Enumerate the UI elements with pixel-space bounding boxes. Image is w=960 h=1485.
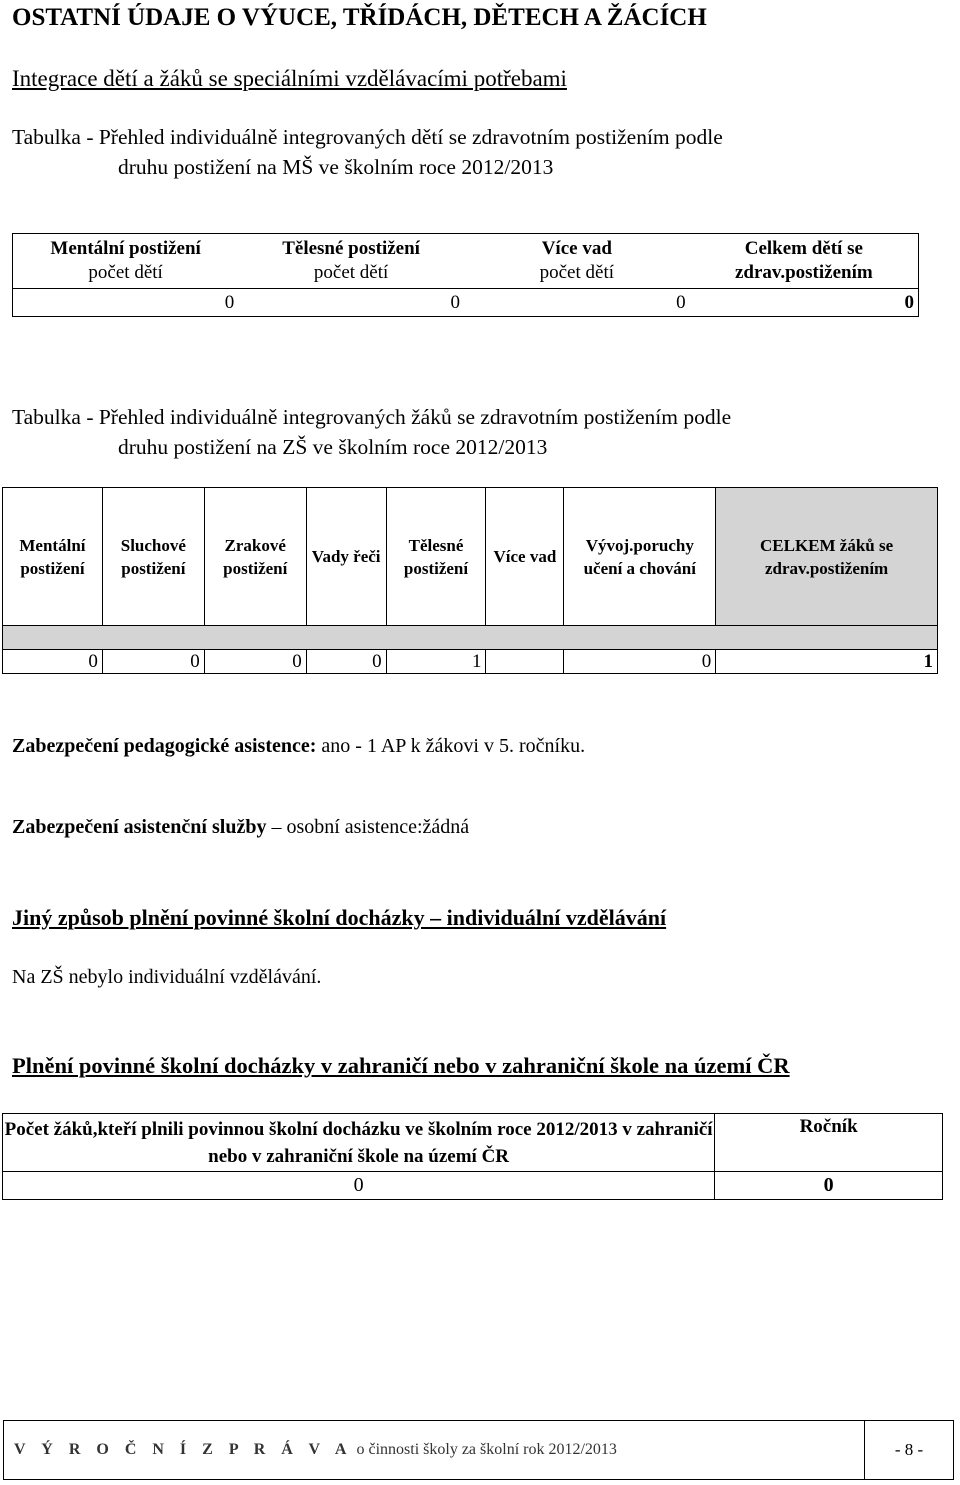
table-cell: 0 — [204, 650, 306, 674]
integration-subheading: Integrace dětí a žáků se speciálními vzdělávacími potřebami — [12, 66, 567, 91]
table-header-cell: Více vad počet dětí — [464, 234, 690, 289]
table-header-cell: Celkem dětí se zdrav.postižením — [690, 234, 919, 289]
footer-title-rest: o činnosti školy za školní rok 2012/2013 — [356, 1441, 617, 1458]
individual-education-text: Na ZŠ nebylo individuální vzdělávání. — [12, 966, 322, 988]
table-spacer-cell — [3, 626, 938, 650]
table-cell: 1 — [716, 650, 938, 674]
table-cell: 0 — [102, 650, 204, 674]
individual-education-heading: Jiný způsob plnění povinné školní docházky – individuální vzdělávání — [12, 905, 667, 930]
table-header-cell: Počet žáků,kteří plnili povinnou školní docházku ve školním roce 2012/2013 v zahraničí nebo v zahraniční škole na území ČR — [3, 1114, 715, 1172]
page-footer — [3, 1420, 954, 1480]
table-cell: 0 — [464, 289, 690, 317]
kindergarten-table — [12, 233, 919, 317]
assistance-service — [12, 816, 469, 839]
table-cell: 0 — [690, 289, 919, 317]
table-header-row — [3, 488, 938, 626]
table1-caption-line1: Tabulka - Přehled individuálně integrovaných dětí se zdravotním postižením podle — [12, 125, 723, 149]
table-spacer-row — [3, 626, 938, 650]
pedagogical-assistance-value: ano - 1 AP k žákovi v 5. ročníku. — [321, 735, 586, 757]
table2-caption-line2: druhu postižení na ZŠ ve školním roce 2012/2013 — [118, 435, 548, 459]
table-row — [3, 1172, 943, 1200]
table-header-cell: Mentální postižení — [3, 488, 103, 626]
table-header-cell: Více vad — [486, 488, 564, 626]
table-cell — [486, 650, 564, 674]
table1-caption — [12, 122, 723, 182]
table2-caption — [12, 402, 731, 462]
table-cell: 0 — [13, 289, 239, 317]
table-cell: 0 — [564, 650, 716, 674]
table-header-cell: Ročník — [715, 1114, 943, 1172]
table-header-row — [13, 234, 919, 289]
table-cell: 0 — [3, 650, 103, 674]
table-cell: 0 — [715, 1172, 943, 1200]
table-header-cell: Vývoj.poruchy učení a chování — [564, 488, 716, 626]
table-header-cell: Zrakové postižení — [204, 488, 306, 626]
table2-caption-line1: Tabulka - Přehled individuálně integrovaných žáků se zdravotním postižením podle — [12, 405, 732, 429]
table-cell: 1 — [386, 650, 486, 674]
table-header-cell: Tělesné postižení počet dětí — [238, 234, 464, 289]
page-number: - 8 - — [864, 1421, 953, 1479]
footer-title — [14, 1441, 617, 1459]
table-header-cell: Vady řeči — [306, 488, 386, 626]
table-header-cell: Tělesné postižení — [386, 488, 486, 626]
assistance-service-value: – osobní asistence:žádná — [271, 816, 470, 838]
table-header-cell: Mentální postižení počet dětí — [13, 234, 239, 289]
pedagogical-assistance-label: Zabezpečení pedagogické asistence: — [12, 735, 317, 757]
table-header-cell: CELKEM žáků se zdrav.postižením — [716, 488, 938, 626]
abroad-heading: Plnění povinné školní docházky v zahraničí nebo v zahraniční škole na území ČR — [12, 1053, 790, 1078]
table-header-row — [3, 1114, 943, 1172]
table-cell: 0 — [306, 650, 386, 674]
table1-caption-line2: druhu postižení na MŠ ve školním roce 2012/2013 — [118, 155, 554, 179]
table-header-cell: Sluchové postižení — [102, 488, 204, 626]
table-cell: 0 — [3, 1172, 715, 1200]
elementary-table — [2, 487, 938, 674]
assistance-service-label: Zabezpečení asistenční služby — [12, 816, 267, 838]
page-heading: OSTATNÍ ÚDAJE O VÝUCE, TŘÍDÁCH, DĚTECH A ŽÁCÍCH — [12, 4, 707, 31]
table-row — [3, 650, 938, 674]
table-row — [13, 289, 919, 317]
table-cell: 0 — [238, 289, 464, 317]
footer-title-spaced: V Ý R O Č N Í Z P R Á V A — [14, 1441, 353, 1458]
abroad-table — [2, 1113, 943, 1200]
pedagogical-assistance — [12, 735, 585, 758]
